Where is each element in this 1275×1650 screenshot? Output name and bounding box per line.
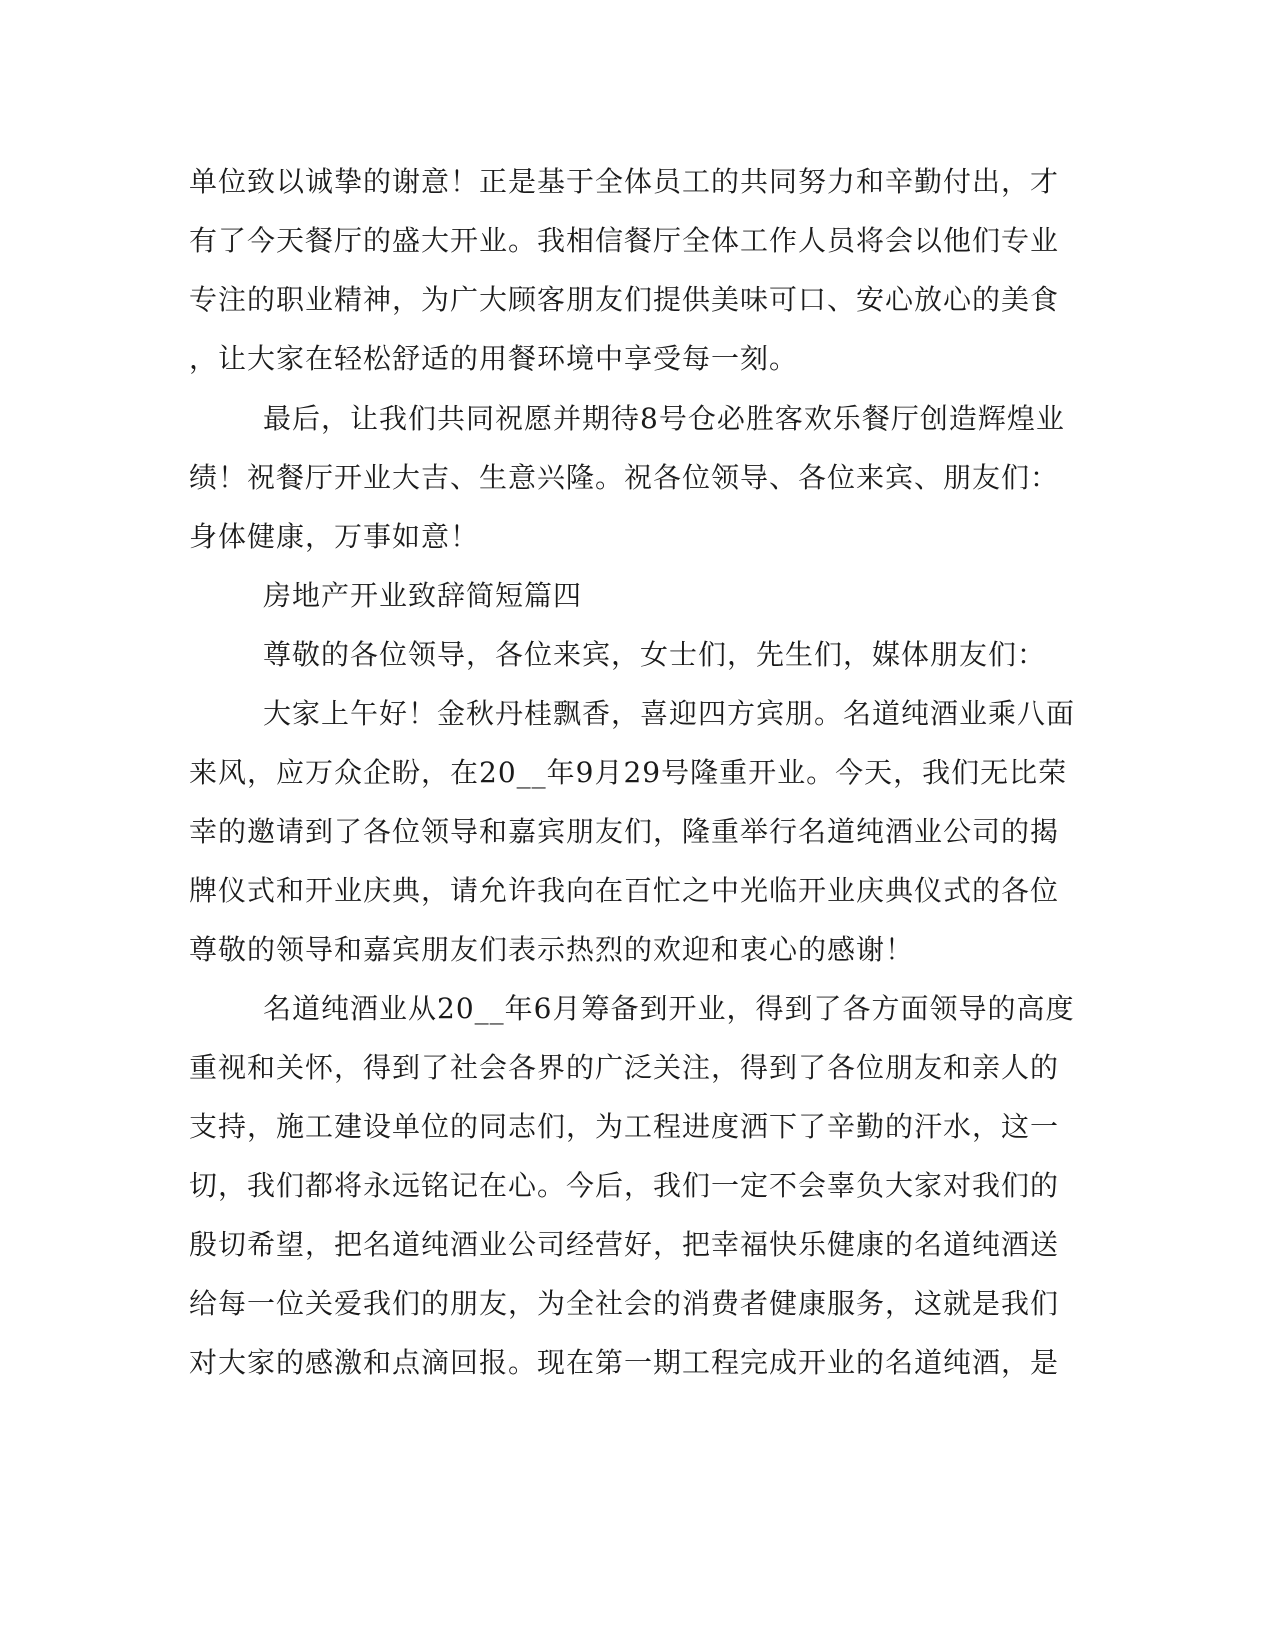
text-line: ，让大家在轻松舒适的用餐环境中享受每一刻。 bbox=[189, 342, 799, 375]
text-line: 给每一位关爱我们的朋友，为全社会的消费者健康服务，这就是我们 bbox=[189, 1287, 1060, 1320]
section-heading: 房地产开业致辞简短篇四 bbox=[263, 579, 583, 612]
text-line: 尊敬的各位领导，各位来宾，女士们，先生们，媒体朋友们： bbox=[263, 638, 1047, 671]
text-line: 有了今天餐厅的盛大开业。我相信餐厅全体工作人员将会以他们专业 bbox=[189, 224, 1060, 257]
text-line: 支持，施工建设单位的同志们，为工程进度洒下了辛勤的汗水，这一 bbox=[189, 1110, 1060, 1143]
text-line: 最后，让我们共同祝愿并期待8号仓必胜客欢乐餐厅创造辉煌业 bbox=[263, 402, 1065, 435]
text-line: 名道纯酒业从20__年6月筹备到开业，得到了各方面领导的高度 bbox=[263, 992, 1075, 1025]
text-line: 单位致以诚挚的谢意！正是基于全体员工的共同努力和辛勤付出，才 bbox=[189, 165, 1060, 198]
text-line: 来风，应万众企盼，在20__年9月29号隆重开业。今天，我们无比荣 bbox=[189, 756, 1068, 789]
text-line: 尊敬的领导和嘉宾朋友们表示热烈的欢迎和衷心的感谢！ bbox=[189, 933, 915, 966]
text-line: 专注的职业精神，为广大顾客朋友们提供美味可口、安心放心的美食 bbox=[189, 283, 1060, 316]
text-line: 重视和关怀，得到了社会各界的广泛关注，得到了各位朋友和亲人的 bbox=[189, 1051, 1060, 1084]
text-line: 对大家的感激和点滴回报。现在第一期工程完成开业的名道纯酒，是 bbox=[189, 1346, 1060, 1379]
text-line: 大家上午好！金秋丹桂飘香，喜迎四方宾朋。名道纯酒业乘八面 bbox=[263, 697, 1076, 730]
text-line: 牌仪式和开业庆典，请允许我向在百忙之中光临开业庆典仪式的各位 bbox=[189, 874, 1060, 907]
text-line: 幸的邀请到了各位领导和嘉宾朋友们，隆重举行名道纯酒业公司的揭 bbox=[189, 815, 1060, 848]
text-line: 身体健康，万事如意！ bbox=[189, 520, 480, 553]
text-line: 殷切希望，把名道纯酒业公司经营好，把幸福快乐健康的名道纯酒送 bbox=[189, 1228, 1060, 1261]
text-line: 切，我们都将永远铭记在心。今后，我们一定不会辜负大家对我们的 bbox=[189, 1169, 1060, 1202]
text-line: 绩！祝餐厅开业大吉、生意兴隆。祝各位领导、各位来宾、朋友们： bbox=[189, 461, 1060, 494]
